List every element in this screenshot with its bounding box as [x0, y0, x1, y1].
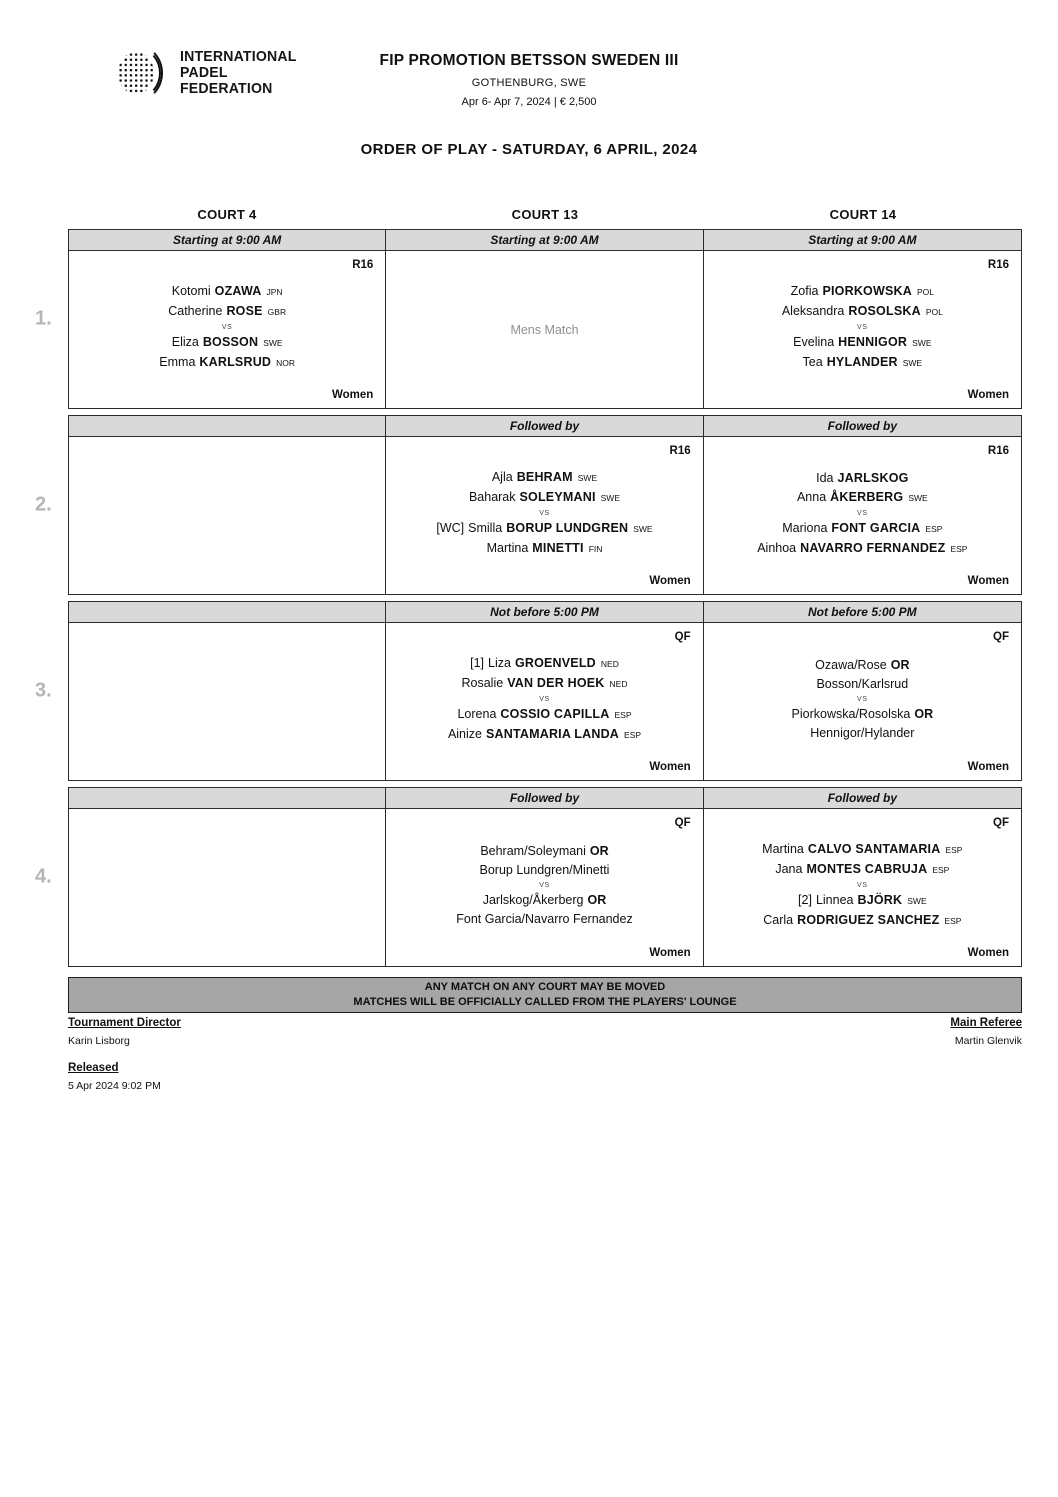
time-band [69, 416, 386, 437]
player-last-name: ROSOLSKA [848, 304, 921, 318]
match-row [69, 251, 1021, 408]
team-line [704, 724, 1021, 743]
team-names: Borup Lundgren/Minetti [479, 863, 610, 877]
player-nationality: SWE [907, 896, 927, 906]
round-label: R16 [669, 445, 691, 457]
player-first-name: Ajla [491, 470, 513, 484]
player-nationality: SWE [902, 358, 923, 368]
player-last-name: HYLANDER [826, 355, 898, 369]
or-label: OR [890, 658, 910, 672]
match-lines [704, 840, 1021, 935]
or-label: OR [914, 707, 934, 721]
match-row [69, 809, 1021, 966]
round-label: R16 [352, 259, 374, 271]
team-line [386, 861, 702, 880]
player-line [704, 891, 1021, 911]
team-line [386, 891, 702, 910]
player-line [704, 488, 1021, 508]
vs-label: VS [539, 510, 550, 517]
match-lines [704, 656, 1021, 747]
seed-wildcard-label: [WC] [436, 521, 465, 535]
tournament-title: FIP PROMOTION BETSSON SWEDEN III [379, 52, 679, 69]
match-cell [386, 623, 703, 780]
schedule-row [35, 415, 1022, 595]
logo-line-international: INTERNATIONAL [180, 48, 297, 65]
player-line [704, 282, 1021, 302]
player-last-name: JARLSKOG [837, 470, 909, 485]
match-cell [704, 251, 1021, 408]
time-band-row [69, 788, 1021, 809]
logo-line-padel: PADEL [180, 64, 228, 81]
category-label: Women [967, 761, 1009, 773]
player-nationality: JPN [266, 287, 283, 297]
team-line [704, 656, 1021, 675]
time-band-row [69, 230, 1021, 251]
time-band: Not before 5:00 PM [704, 602, 1021, 623]
schedule-row [35, 787, 1022, 967]
time-band: Starting at 9:00 AM [386, 230, 703, 251]
player-line [704, 469, 1021, 488]
court-header-court-13: COURT 13 [511, 207, 579, 222]
player-line [704, 539, 1021, 559]
row-number: 2. [35, 493, 52, 516]
player-first-name: Smilla [468, 521, 503, 535]
player-nationality: NOR [276, 358, 296, 368]
vs-label: VS [221, 324, 233, 331]
match-cell [704, 809, 1021, 966]
team-names: Font Garcia/Navarro Fernandez [456, 912, 633, 926]
player-nationality: ESP [624, 730, 642, 740]
or-label: OR [587, 893, 607, 907]
match-cell [69, 251, 386, 408]
footer-left [68, 1017, 181, 1092]
court-header-court-14: COURT 14 [829, 207, 897, 222]
player-line [704, 353, 1021, 373]
player-last-name: SOLEYMANI [519, 490, 596, 504]
court-headers [68, 207, 1022, 222]
footer-right [950, 1017, 1022, 1047]
round-label: QF [993, 817, 1009, 829]
player-nationality: SWE [600, 493, 621, 503]
player-first-name: Kotomi [171, 284, 211, 298]
player-first-name: Jana [775, 862, 803, 876]
player-first-name: Martina [762, 842, 804, 856]
time-band-row [69, 602, 1021, 623]
player-line [704, 519, 1021, 539]
empty-cell [69, 809, 386, 966]
match-lines [704, 282, 1021, 377]
player-last-name: BJÖRK [857, 893, 903, 907]
logo-line-federation: FEDERATION [180, 80, 273, 97]
team-line [386, 910, 702, 929]
seed-wildcard-label: [2] [798, 893, 812, 907]
player-last-name: RODRIGUEZ SANCHEZ [797, 913, 940, 927]
player-first-name: Catherine [168, 304, 223, 318]
player-first-name: Ainize [447, 727, 482, 741]
player-line [386, 654, 702, 674]
player-nationality: ESP [932, 865, 950, 875]
tournament-director-label: Tournament Director [68, 1017, 181, 1029]
player-first-name: Emma [159, 355, 196, 369]
player-line [386, 539, 702, 559]
player-nationality: ESP [950, 543, 968, 554]
category-label: Women [649, 575, 691, 587]
player-line [69, 353, 385, 373]
match-cell [386, 437, 703, 594]
player-last-name: KARLSRUD [199, 355, 272, 369]
player-first-name: Tea [802, 355, 823, 369]
team-names: Hennigor/Hylander [810, 726, 915, 740]
vs-label: VS [857, 324, 868, 331]
player-line [704, 333, 1021, 353]
vs-label: VS [857, 696, 868, 703]
tournament-title-block [0, 52, 1058, 108]
vs-label: VS [539, 882, 550, 889]
player-line [69, 282, 385, 302]
player-line [704, 911, 1021, 931]
row-number: 4. [35, 865, 52, 888]
court-header-court-4: COURT 4 [197, 207, 257, 222]
schedule-row [35, 229, 1022, 409]
player-first-name: Aleksandra [781, 304, 845, 318]
player-last-name: GROENVELD [514, 656, 596, 670]
player-last-name: HENNIGOR [838, 335, 908, 349]
player-nationality: SWE [263, 338, 283, 348]
player-first-name: Anna [796, 489, 827, 504]
player-line [386, 468, 702, 488]
time-band: Followed by [704, 788, 1021, 809]
empty-cell [69, 437, 386, 594]
player-nationality: POL [916, 287, 934, 297]
player-first-name: Rosalie [461, 676, 504, 690]
match-lines [704, 469, 1021, 563]
player-last-name: BOSSON [202, 335, 259, 349]
player-nationality: NED [600, 659, 619, 669]
player-last-name: ROSE [226, 304, 263, 318]
category-label: Women [332, 389, 374, 401]
player-first-name: Zofia [790, 284, 819, 298]
category-label: Women [967, 575, 1009, 587]
category-label: Women [649, 947, 691, 959]
player-last-name: VAN DER HOEK [507, 676, 605, 690]
round-label: QF [674, 631, 691, 643]
row-number: 1. [35, 307, 52, 330]
released-value: 5 Apr 2024 9:02 PM [68, 1080, 161, 1092]
team-names: Jarlskog/Åkerberg [482, 893, 584, 907]
notice-line-1: ANY MATCH ON ANY COURT MAY BE MOVED [424, 981, 666, 993]
notice-banner [68, 977, 1022, 1013]
empty-cell [69, 623, 386, 780]
player-line [69, 302, 385, 322]
player-nationality: POL [925, 307, 943, 317]
player-nationality: GBR [267, 307, 287, 317]
player-last-name: NAVARRO FERNANDEZ [800, 540, 946, 555]
main-referee-label: Main Referee [950, 1017, 1022, 1029]
match-cell [386, 251, 703, 408]
category-label: Women [967, 947, 1009, 959]
player-first-name: Martina [486, 541, 529, 555]
player-line [386, 488, 702, 508]
player-line [386, 725, 702, 745]
player-last-name: PIORKOWSKA [822, 284, 912, 298]
player-last-name: MINETTI [532, 541, 584, 555]
team-names: Ozawa/Rose [815, 658, 887, 672]
vs-label: VS [857, 882, 868, 889]
team-line [386, 842, 702, 861]
order-of-play-table [35, 229, 1022, 973]
player-nationality: SWE [633, 524, 653, 534]
match-lines [386, 842, 702, 933]
match-lines [69, 282, 385, 377]
vs-label: VS [539, 696, 550, 703]
player-nationality: ESP [945, 845, 963, 855]
player-first-name: Evelina [793, 335, 835, 349]
player-last-name: BORUP LUNDGREN [506, 521, 629, 535]
match-cell [704, 623, 1021, 780]
player-last-name: COSSIO CAPILLA [500, 707, 610, 721]
player-line [704, 840, 1021, 860]
player-last-name: BEHRAM [516, 470, 573, 484]
match-lines [386, 654, 702, 749]
notice-line-2: MATCHES WILL BE OFFICIALLY CALLED FROM THE PLAYERS' LOUNGE [353, 995, 737, 1008]
time-band-row [69, 416, 1021, 437]
round-label: QF [674, 817, 691, 829]
player-line [69, 333, 385, 353]
category-label: Women [967, 389, 1009, 401]
match-placeholder: Mens Match [510, 322, 579, 337]
time-band: Followed by [386, 416, 703, 437]
released-label: Released [68, 1062, 119, 1074]
player-line [386, 705, 702, 725]
match-row [69, 623, 1021, 780]
player-nationality: ESP [944, 916, 962, 926]
team-names: Piorkowska/Rosolska [791, 707, 911, 721]
round-label: R16 [987, 445, 1009, 457]
player-nationality: SWE [577, 473, 598, 483]
match-cell [386, 809, 703, 966]
schedule-row [35, 601, 1022, 781]
tournament-dates-prize: Apr 6- Apr 7, 2024 | € 2,500 [461, 96, 597, 108]
player-nationality: NED [609, 679, 628, 689]
team-names: Behram/Soleymani [480, 844, 586, 858]
player-nationality: FIN [588, 544, 603, 554]
player-first-name: Linnea [815, 893, 854, 907]
player-first-name: Liza [488, 656, 511, 670]
player-nationality: SWE [912, 338, 932, 348]
team-line [704, 705, 1021, 724]
time-band [69, 602, 386, 623]
tournament-location: GOTHENBURG, SWE [471, 77, 587, 89]
player-line [704, 860, 1021, 880]
row-number: 3. [35, 679, 52, 702]
time-band: Starting at 9:00 AM [704, 230, 1021, 251]
player-last-name: OZAWA [214, 284, 262, 298]
player-first-name: Ida [816, 470, 834, 485]
seed-wildcard-label: [1] [470, 656, 484, 670]
time-band: Not before 5:00 PM [386, 602, 703, 623]
team-names: Bosson/Karlsrud [816, 677, 909, 691]
time-band: Followed by [386, 788, 703, 809]
team-line [704, 675, 1021, 694]
player-nationality: ESP [925, 523, 943, 534]
player-last-name: ÅKERBERG [830, 489, 904, 504]
match-cell [704, 437, 1021, 594]
tournament-director-name: Karin Lisborg [68, 1035, 130, 1047]
player-first-name: Baharak [468, 490, 516, 504]
round-label: R16 [987, 259, 1009, 271]
player-first-name: Carla [763, 913, 794, 927]
player-first-name: Eliza [171, 335, 199, 349]
player-first-name: Ainhoa [757, 540, 797, 555]
player-last-name: SANTAMARIA LANDA [485, 727, 620, 741]
player-nationality: SWE [908, 492, 928, 503]
player-last-name: MONTES CABRUJA [806, 862, 928, 876]
time-band: Starting at 9:00 AM [69, 230, 386, 251]
match-lines [386, 468, 702, 563]
or-label: OR [589, 844, 609, 858]
player-line [386, 519, 702, 539]
order-of-play-title: ORDER OF PLAY - SATURDAY, 6 APRIL, 2024 [360, 141, 698, 158]
player-last-name: CALVO SANTAMARIA [807, 842, 941, 856]
player-line [704, 302, 1021, 322]
vs-label: VS [857, 509, 868, 517]
player-first-name: Mariona [782, 520, 828, 535]
player-nationality: ESP [614, 710, 632, 720]
main-referee-name: Martin Glenvik [954, 1035, 1022, 1047]
time-band [69, 788, 386, 809]
match-row [69, 437, 1021, 594]
time-band: Followed by [704, 416, 1021, 437]
player-first-name: Lorena [457, 707, 497, 721]
category-label: Women [649, 761, 691, 773]
player-line [386, 674, 702, 694]
player-last-name: FONT GARCIA [831, 520, 921, 535]
round-label: QF [993, 631, 1009, 643]
